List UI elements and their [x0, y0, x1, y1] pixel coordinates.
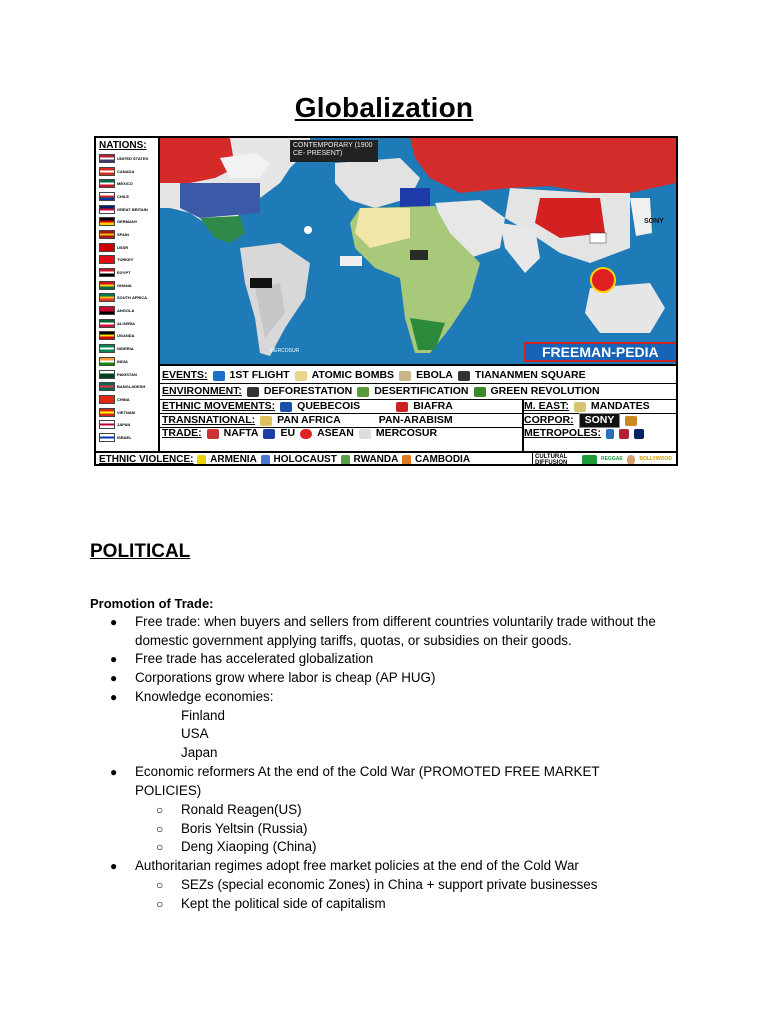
nation-name: SPAIN	[117, 231, 129, 237]
burst-icon	[261, 455, 270, 465]
nation-row	[96, 418, 158, 431]
nation-name: INDIA	[117, 358, 128, 364]
bullet-icon: ○	[156, 840, 164, 854]
pan-africa-icon	[260, 416, 272, 426]
list-item: Corporations grow where labor is cheap (AP HUG)	[135, 670, 436, 685]
nation-name: USSR	[117, 244, 129, 250]
flag-icon	[99, 331, 115, 340]
bullet-icon: ●	[110, 671, 118, 685]
bullet-icon: ●	[110, 652, 118, 666]
ethnic-label: ETHNIC MOVEMENTS:	[162, 400, 276, 412]
flag-icon	[99, 370, 115, 379]
metropoles-row	[524, 427, 649, 440]
eu-flag-icon	[263, 429, 275, 439]
stumps-icon	[247, 387, 259, 397]
list-item: POLICIES)	[135, 783, 202, 798]
list-item: Knowledge economies:	[135, 689, 274, 704]
nation-name: ALGERIA	[117, 320, 135, 326]
nations-legend	[96, 138, 160, 451]
flag-icon	[99, 255, 115, 264]
nation-name: TURKEY	[117, 257, 134, 263]
environment-item: DEFORESTATION	[263, 385, 353, 397]
nation-name: VIETNAM	[117, 409, 135, 415]
nation-row	[96, 152, 158, 165]
environment-label: ENVIRONMENT:	[162, 385, 242, 397]
document-title: Globalization	[294, 92, 474, 123]
trade-label: TRADE:	[162, 427, 202, 439]
nation-row	[96, 330, 158, 343]
poster-legend	[160, 364, 676, 451]
meast-label: M. EAST:	[524, 400, 569, 412]
burst-icon	[197, 455, 206, 465]
section-heading: POLITICAL	[90, 541, 191, 562]
ethnic-violence-row	[96, 451, 676, 466]
contemporary-label: CONTEMPORARY (1900 CE- PRESENT)	[290, 140, 378, 162]
handshake-icon	[574, 402, 586, 412]
flag-icon	[99, 205, 115, 214]
cultural-item: BOLLYWOOD	[639, 456, 672, 462]
cultural-item: REGGAE	[601, 456, 623, 462]
trade-row	[162, 427, 442, 440]
nation-name: ISRAEL	[117, 434, 132, 440]
flag-icon	[99, 179, 115, 188]
nation-name: UGANDA	[117, 333, 135, 339]
list-item: Boris Yeltsin (Russia)	[181, 821, 308, 836]
nation-name: JAPAN	[117, 422, 131, 428]
plant-icon	[474, 387, 486, 397]
bullet-icon: ●	[110, 859, 118, 873]
flag-icon	[99, 306, 115, 315]
flag-icon	[99, 154, 115, 163]
nation-row	[96, 215, 158, 228]
list-item: Free trade: when buyers and sellers from different countries voluntarily trade without the	[135, 614, 656, 629]
trade-item: MERCOSUR	[375, 427, 438, 439]
nation-name: GHANA	[117, 282, 132, 288]
flag-icon	[99, 395, 115, 404]
nation-row	[96, 241, 158, 254]
burst-icon	[341, 455, 350, 465]
nations-title: NATIONS:	[99, 140, 147, 151]
ethnic-item: QUEBECOIS	[297, 400, 361, 412]
flag-icon	[99, 243, 115, 252]
nation-name: EGYPT	[117, 270, 131, 276]
divider	[522, 399, 524, 453]
nation-name: CHINA	[117, 396, 130, 402]
nation-row	[96, 355, 158, 368]
transnational-item: PAN AFRICA	[277, 414, 341, 426]
nation-row	[96, 266, 158, 279]
flag-icon	[99, 268, 115, 277]
trade-item: NAFTA	[223, 427, 259, 439]
nation-row	[96, 254, 158, 267]
environment-item: GREEN REVOLUTION	[490, 385, 600, 397]
subheading: Promotion of Trade:	[90, 596, 214, 611]
ethnic-item: BIAFRA	[413, 400, 453, 412]
shell-icon	[625, 416, 637, 426]
event-item: EBOLA	[416, 369, 453, 381]
nation-name: GREAT BRITAIN	[117, 206, 148, 212]
flag-icon	[99, 344, 115, 353]
flag-icon	[99, 230, 115, 239]
virus-icon	[399, 371, 411, 381]
nation-row	[96, 342, 158, 355]
list-item: USA	[181, 726, 209, 741]
nation-row	[96, 380, 158, 393]
mercosur-map-label: MERCOSUR	[270, 348, 300, 354]
nation-name: GERMANY	[117, 219, 138, 225]
trade-item: EU	[280, 427, 296, 439]
globalization-poster	[94, 136, 678, 466]
nation-name: CANADA	[117, 168, 135, 174]
flag-icon	[99, 192, 115, 201]
nation-row	[96, 406, 158, 419]
bullet-icon: ●	[110, 690, 118, 704]
flag-icon	[99, 420, 115, 429]
environment-item: DESERTIFICATION	[374, 385, 469, 397]
tank-icon	[458, 371, 470, 381]
bullet-icon: ○	[156, 897, 164, 911]
corporation-row	[524, 414, 642, 427]
flag-icon	[99, 281, 115, 290]
nation-name: NIGERIA	[117, 346, 134, 352]
mercosur-icon	[359, 429, 371, 439]
burst-icon	[402, 455, 411, 465]
flag-icon	[99, 408, 115, 417]
world-map	[160, 138, 676, 364]
flag-icon	[99, 167, 115, 176]
list-item: Free trade has accelerated globalization	[135, 651, 374, 666]
jamaica-flag-icon	[582, 455, 597, 465]
arrow-up-icon	[606, 429, 614, 439]
nation-name: SOUTH AFRICA	[117, 295, 148, 301]
list-item: Deng Xiaoping (China)	[181, 839, 317, 854]
flags-icon	[207, 429, 219, 439]
list-item: Economic reformers At the end of the Cold War (PROMOTED FREE MARKET	[135, 764, 600, 779]
nation-name: PAKISTAN	[117, 371, 137, 377]
bullet-icon: ○	[156, 878, 164, 892]
violence-label: ETHNIC VIOLENCE:	[99, 454, 194, 465]
event-item: TIANANMEN SQUARE	[474, 369, 586, 381]
world-map-graphic	[160, 138, 676, 364]
nation-row	[96, 177, 158, 190]
list-item: Finland	[181, 708, 225, 723]
list-item: Kept the political side of capitalism	[181, 896, 386, 911]
list-item: SEZs (special economic Zones) in China + support private businesses	[181, 877, 598, 892]
nation-name: UNITED STATES	[117, 155, 149, 161]
cactus-icon	[357, 387, 369, 397]
nation-row	[96, 228, 158, 241]
sony-badge: SONY	[579, 413, 621, 428]
middle-east-row	[524, 400, 655, 413]
nation-row	[96, 292, 158, 305]
nation-row	[96, 190, 158, 203]
nation-row	[96, 203, 158, 216]
bullet-icon: ●	[110, 615, 118, 629]
violence-item: HOLOCAUST	[273, 454, 337, 465]
meast-item: MANDATES	[590, 400, 650, 412]
nation-row	[96, 431, 158, 444]
bullet-icon: ○	[156, 822, 164, 836]
violence-item: CAMBODIA	[415, 454, 471, 465]
flag-icon	[619, 429, 629, 439]
flag-icon	[99, 217, 115, 226]
transnational-item: PAN-ARABISM	[378, 414, 453, 426]
divider	[160, 383, 676, 384]
nation-row	[96, 393, 158, 406]
list-item: Japan	[181, 745, 218, 760]
asean-icon	[300, 429, 312, 439]
violence-item: ARMENIA	[210, 454, 257, 465]
corpor-label: CORPOR:	[524, 414, 574, 426]
nation-row	[96, 165, 158, 178]
flag-icon	[99, 382, 115, 391]
environment-row	[162, 385, 605, 398]
nation-name: CHILE	[117, 193, 129, 199]
trade-item: ASEAN	[317, 427, 354, 439]
flag-icon	[634, 429, 644, 439]
event-item: 1ST FLIGHT	[229, 369, 290, 381]
sony-map-label: SONY	[644, 218, 664, 225]
nation-name: MEXICO	[117, 181, 133, 187]
metropoles-label: METROPOLES:	[524, 427, 602, 439]
bullet-icon: ●	[110, 765, 118, 779]
flag-icon	[99, 293, 115, 302]
quebec-flag-icon	[280, 402, 292, 412]
nation-list	[96, 152, 158, 444]
airplane-icon	[213, 371, 225, 381]
nation-row	[96, 279, 158, 292]
event-item: ATOMIC BOMBS	[311, 369, 395, 381]
list-item: Ronald Reagen(US)	[181, 802, 302, 817]
nation-name: BANGLADESH	[117, 384, 146, 390]
nation-name: ANGOLA	[117, 308, 135, 314]
flag-icon	[99, 319, 115, 328]
events-label: EVENTS:	[162, 369, 208, 381]
list-item: domestic government applying tariffs, quotas, or subsidies on their goods.	[135, 633, 572, 648]
nation-row	[96, 368, 158, 381]
nation-row	[96, 304, 158, 317]
violence-item: RWANDA	[353, 454, 399, 465]
flag-icon	[99, 433, 115, 442]
biafra-flag-icon	[396, 402, 408, 412]
bullet-icon: ○	[156, 803, 164, 817]
flag-icon	[99, 357, 115, 366]
events-row	[162, 369, 591, 382]
transnational-row	[162, 414, 458, 427]
freeman-pedia-banner: FREEMAN-PEDIA	[524, 342, 676, 362]
list-item: Authoritarian regimes adopt free market policies at the end of the Cold War	[135, 858, 579, 873]
transnational-label: TRANSNATIONAL:	[162, 414, 256, 426]
mushroom-cloud-icon	[295, 371, 307, 381]
nation-row	[96, 317, 158, 330]
cultural-label: CULTURAL DIFFUSION	[535, 453, 568, 466]
ethnic-movements-row	[162, 400, 458, 413]
face-icon	[627, 455, 636, 465]
